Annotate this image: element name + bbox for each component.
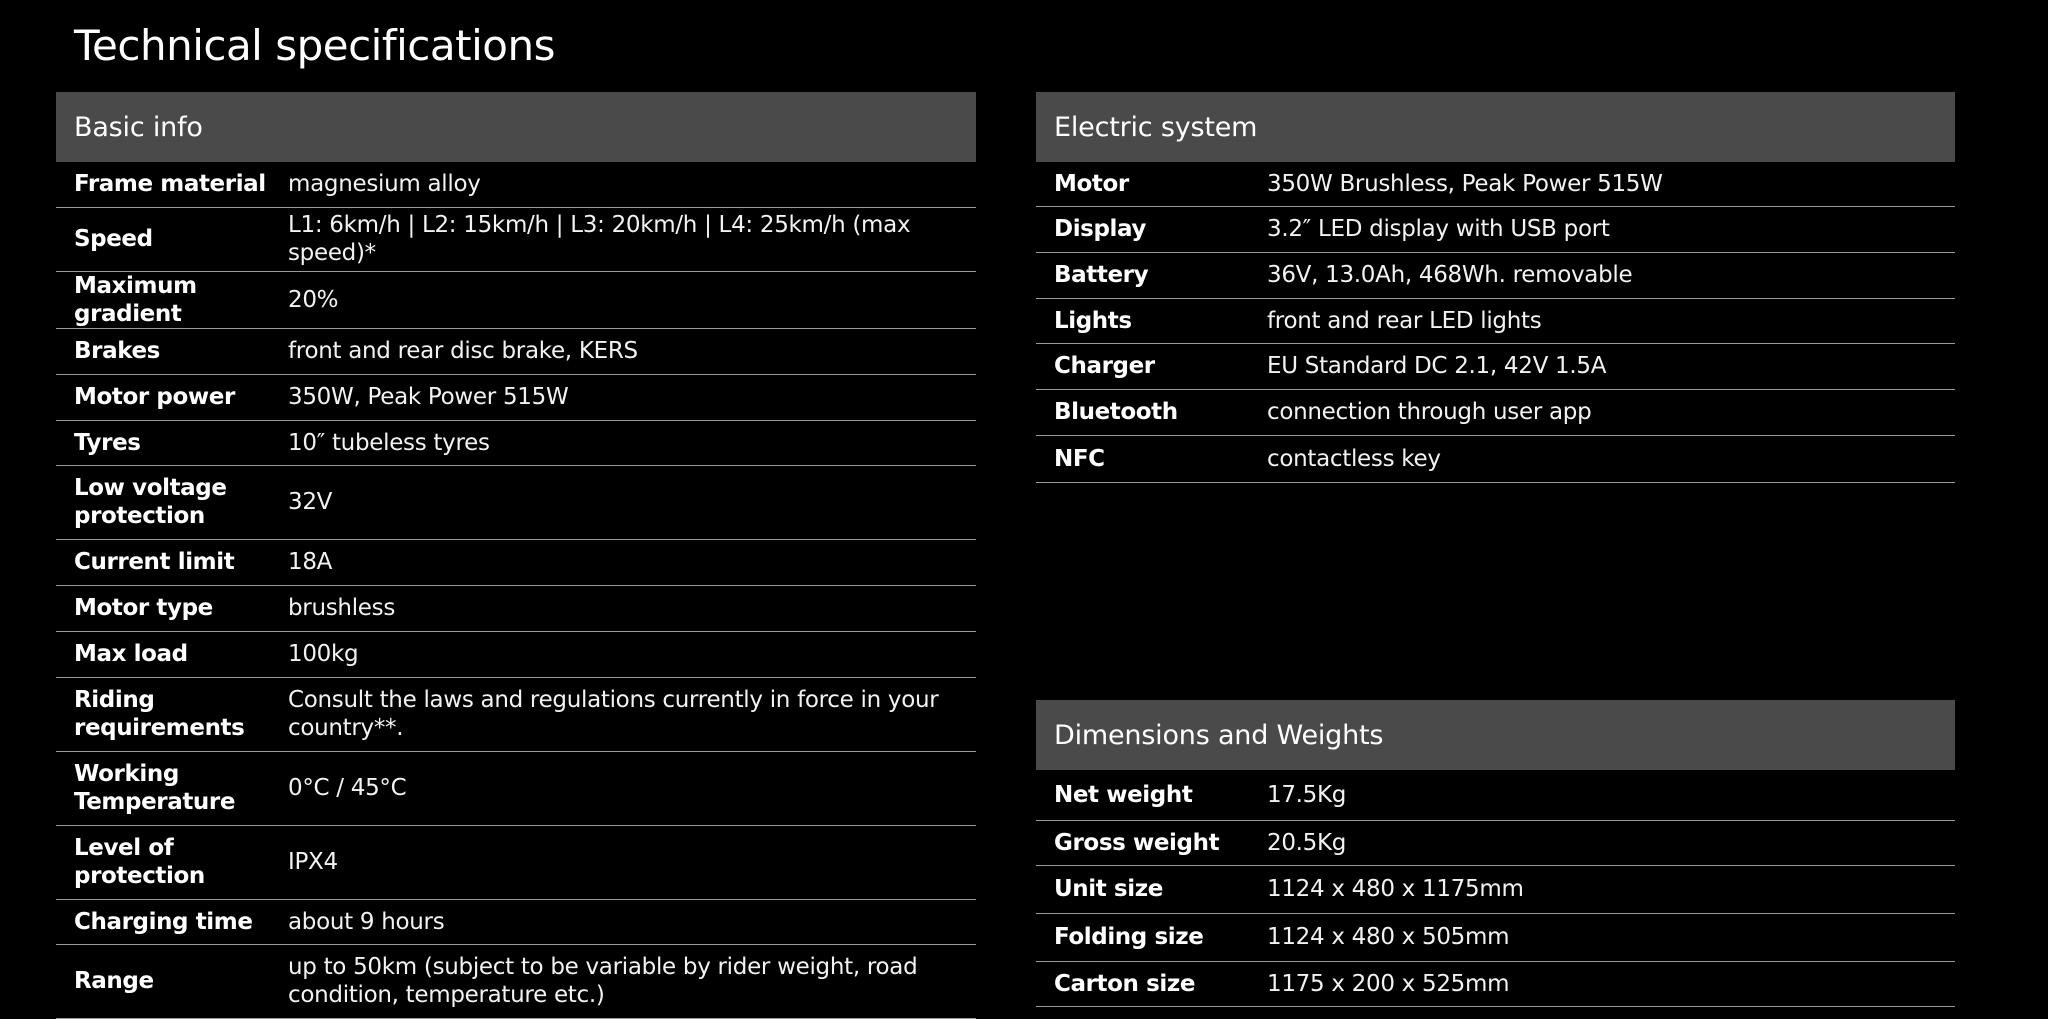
- spec-value: front and rear disc brake, KERS: [288, 328, 976, 374]
- spec-label: Max load: [56, 631, 288, 677]
- spec-value: 17.5Kg: [1267, 770, 1955, 820]
- spec-value: 350W, Peak Power 515W: [288, 374, 976, 420]
- spec-label: Low voltage protection: [56, 465, 288, 539]
- dimensions-table: [1036, 770, 1955, 1007]
- spec-value: connection through user app: [1267, 389, 1955, 435]
- spec-label: Brakes: [56, 328, 288, 374]
- spec-row-folding-size: [1036, 913, 1955, 961]
- spec-value: 350W Brushless, Peak Power 515W: [1267, 162, 1955, 206]
- spec-label: Riding requirements: [56, 677, 288, 751]
- spec-label: Working Temperature: [56, 751, 288, 825]
- spec-row-motor-type: [56, 585, 976, 631]
- page-title: Technical specifications: [74, 21, 555, 70]
- basic-info-table: [56, 162, 976, 1019]
- spec-value: brushless: [288, 585, 976, 631]
- spec-label: Charger: [1036, 343, 1267, 389]
- spec-label: Lights: [1036, 298, 1267, 343]
- spec-value: 18A: [288, 539, 976, 585]
- spec-label: Maximum gradient: [56, 271, 288, 328]
- spec-value: 32V: [288, 465, 976, 539]
- spec-row-bluetooth: [1036, 389, 1955, 435]
- spec-row-motor: [1036, 162, 1955, 206]
- spec-row-carton-size: [1036, 961, 1955, 1006]
- spec-label: NFC: [1036, 435, 1267, 482]
- electric-system-table: [1036, 162, 1955, 483]
- spec-label: Charging time: [56, 899, 288, 944]
- spec-row-unit-size: [1036, 865, 1955, 913]
- spec-row-display: [1036, 206, 1955, 252]
- spec-row-brakes: [56, 328, 976, 374]
- spec-row-net-weight: [1036, 770, 1955, 820]
- electric-system-header: Electric system: [1036, 92, 1955, 162]
- spec-value: front and rear LED lights: [1267, 298, 1955, 343]
- spec-row-speed: [56, 207, 976, 271]
- spec-value: about 9 hours: [288, 899, 976, 944]
- spec-row-gross-weight: [1036, 820, 1955, 865]
- spec-label: Motor: [1036, 162, 1267, 206]
- spec-row-max-load: [56, 631, 976, 677]
- spec-row-riding-requirements: [56, 677, 976, 751]
- spec-row-charging-time: [56, 899, 976, 944]
- basic-info-header: Basic info: [56, 92, 976, 162]
- spec-value: 10″ tubeless tyres: [288, 420, 976, 465]
- basic-info-panel: [56, 92, 976, 1019]
- spec-value: EU Standard DC 2.1, 42V 1.5A: [1267, 343, 1955, 389]
- spec-row-nfc: [1036, 435, 1955, 482]
- spec-label: Tyres: [56, 420, 288, 465]
- spec-value: IPX4: [288, 825, 976, 899]
- spec-label: Display: [1036, 206, 1267, 252]
- spec-row-maximum-gradient: [56, 271, 976, 328]
- spec-label: Range: [56, 944, 288, 1018]
- spec-value: 1124 x 480 x 1175mm: [1267, 865, 1955, 913]
- spec-value: 1175 x 200 x 525mm: [1267, 961, 1955, 1006]
- spec-value: L1: 6km/h | L2: 15km/h | L3: 20km/h | L4: 25km/h (max speed)*: [288, 207, 976, 271]
- spec-value: magnesium alloy: [288, 162, 976, 207]
- spec-row-current-limit: [56, 539, 976, 585]
- spec-value: 20%: [288, 271, 976, 328]
- spec-label: Motor type: [56, 585, 288, 631]
- spec-label: Folding size: [1036, 913, 1267, 961]
- spec-label: Frame material: [56, 162, 288, 207]
- spec-label: Net weight: [1036, 770, 1267, 820]
- spec-value: 3.2″ LED display with USB port: [1267, 206, 1955, 252]
- spec-label: Speed: [56, 207, 288, 271]
- spec-value: 1124 x 480 x 505mm: [1267, 913, 1955, 961]
- spec-label: Level of protection: [56, 825, 288, 899]
- spec-label: Carton size: [1036, 961, 1267, 1006]
- spec-row-frame-material: [56, 162, 976, 207]
- spec-value: 0°C / 45°C: [288, 751, 976, 825]
- spec-label: Gross weight: [1036, 820, 1267, 865]
- spec-row-level-of-protection: [56, 825, 976, 899]
- spec-label: Unit size: [1036, 865, 1267, 913]
- spec-label: Battery: [1036, 252, 1267, 298]
- dimensions-header: Dimensions and Weights: [1036, 700, 1955, 770]
- spec-row-low-voltage-protection: [56, 465, 976, 539]
- dimensions-panel: [1036, 700, 1955, 1007]
- spec-value: up to 50km (subject to be variable by rider weight, road condition, temperature etc.): [288, 944, 976, 1018]
- spec-value: 36V, 13.0Ah, 468Wh. removable: [1267, 252, 1955, 298]
- electric-system-panel: [1036, 92, 1955, 483]
- spec-label: Motor power: [56, 374, 288, 420]
- spec-row-lights: [1036, 298, 1955, 343]
- spec-value: Consult the laws and regulations currently in force in your country**.: [288, 677, 976, 751]
- spec-row-range: [56, 944, 976, 1018]
- spec-value: 100kg: [288, 631, 976, 677]
- spec-row-tyres: [56, 420, 976, 465]
- spec-value: contactless key: [1267, 435, 1955, 482]
- spec-row-working-temperature: [56, 751, 976, 825]
- spec-label: Bluetooth: [1036, 389, 1267, 435]
- spec-row-charger: [1036, 343, 1955, 389]
- spec-row-motor-power: [56, 374, 976, 420]
- spec-row-battery: [1036, 252, 1955, 298]
- spec-value: 20.5Kg: [1267, 820, 1955, 865]
- spec-label: Current limit: [56, 539, 288, 585]
